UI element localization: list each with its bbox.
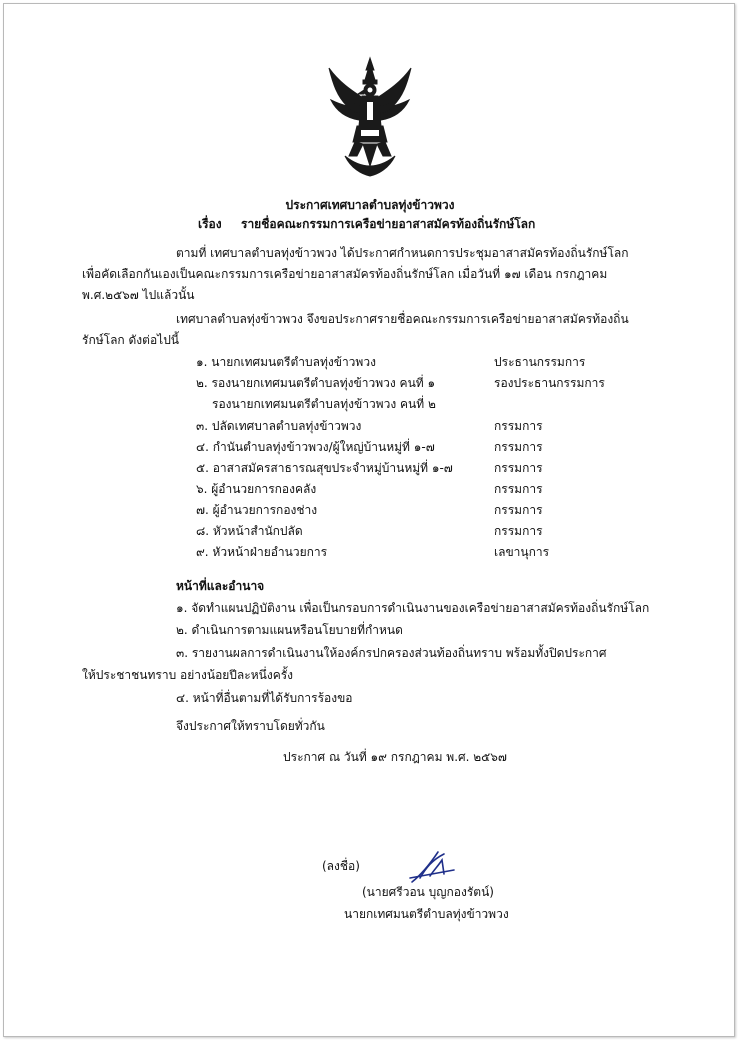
signature-label: (ลงชื่อ) — [322, 859, 360, 873]
committee-member-name: ๑. นายกเทศมนตรีตำบลทุ่งข้าวพวง — [196, 355, 376, 369]
paragraph-2-line-1: เทศบาลตำบลทุ่งข้าวพวง จึงขอประกาศรายชื่อคณะกรรมการเครือข่ายอาสาสมัครท้องถิ่น — [176, 312, 629, 326]
committee-member-name: ๙. หัวหน้าฝ่ายอำนวยการ — [196, 545, 328, 559]
committee-member-name: ๓. ปลัดเทศบาลตำบลทุ่งข้าวพวง — [196, 419, 362, 433]
signature-icon — [408, 848, 456, 888]
duty-item-continuation: ให้ประชาชนทราบ อย่างน้อยปีละหนึ่งครั้ง — [82, 668, 294, 682]
duty-item: ๔. หน้าที่อื่นตามที่ได้รับการร้องขอ — [176, 691, 353, 705]
closing-text: จึงประกาศให้ทราบโดยทั่วกัน — [176, 719, 325, 733]
committee-member-role: กรรมการ — [494, 503, 543, 517]
committee-member-name: ๖. ผู้อำนวยการกองคลัง — [196, 482, 317, 496]
garuda-emblem-icon — [325, 56, 415, 180]
committee-member-name: ๗. ผู้อำนวยการกองช่าง — [196, 503, 318, 517]
subject-text: รายชื่อคณะกรรมการเครือข่ายอาสาสมัครท้องถิ่นรักษ์โลก — [241, 217, 536, 231]
committee-member-role: เลขานุการ — [494, 545, 550, 559]
signer-position: นายกเทศมนตรีตำบลทุ่งข้าวพวง — [344, 907, 509, 921]
committee-member-name: ๔. กำนันตำบลทุ่งข้าวพวง/ผู้ใหญ่บ้านหมู่ที่ ๑-๗ — [196, 440, 435, 454]
page-title: ประกาศเทศบาลตำบลทุ่งข้าวพวง — [285, 198, 455, 212]
committee-member-role: กรรมการ — [494, 419, 543, 433]
announcement-date: ประกาศ ณ วันที่ ๑๙ กรกฎาคม พ.ศ. ๒๕๖๗ — [283, 750, 507, 764]
committee-member-name: รองนายกเทศมนตรีตำบลทุ่งข้าวพวง คนที่ ๒ — [212, 397, 436, 411]
committee-member-role: กรรมการ — [494, 461, 543, 475]
paragraph-1-line-1: ตามที่ เทศบาลตำบลทุ่งข้าวพวง ได้ประกาศกำหนดการประชุมอาสาสมัครท้องถิ่นรักษ์โลก — [176, 246, 629, 260]
committee-member-role: กรรมการ — [494, 524, 543, 538]
committee-member-role: รองประธานกรรมการ — [494, 376, 605, 390]
committee-member-role: ประธานกรรมการ — [494, 355, 586, 369]
duties-heading: หน้าที่และอำนาจ — [176, 579, 265, 593]
signer-name: (นายศรีวอน บุญกองรัตน์) — [362, 885, 494, 899]
paragraph-1-line-2: เพื่อคัดเลือกกันเองเป็นคณะกรรมการเครือข่ายอาสาสมัครท้องถิ่นรักษ์โลก เมื่อวันที่ ๑๗ เดือน กรกฎาคม — [82, 267, 608, 281]
subject-label: เรื่อง — [198, 217, 222, 231]
committee-member-role: กรรมการ — [494, 482, 543, 496]
paragraph-2-line-2: รักษ์โลก ดังต่อไปนี้ — [82, 333, 180, 347]
committee-member-name: ๕. อาสาสมัครสาธารณสุขประจำหมู่บ้านหมู่ที่ ๑-๗ — [196, 461, 453, 475]
committee-member-name: ๘. หัวหน้าสำนักปลัด — [196, 524, 303, 538]
paragraph-1-line-3: พ.ศ.๒๕๖๗ ไปแล้วนั้น — [82, 288, 195, 302]
committee-member-role: กรรมการ — [494, 440, 543, 454]
duty-item: ๑. จัดทำแผนปฏิบัติงาน เพื่อเป็นกรอบการดำเนินงานของเครือข่ายอาสาสมัครท้องถิ่นรักษ์โลก — [176, 601, 650, 615]
duty-item: ๓. รายงานผลการดำเนินงานให้องค์กรปกครองส่วนท้องถิ่นทราบ พร้อมทั้งปิดประกาศ — [176, 646, 607, 660]
duty-item: ๒. ดำเนินการตามแผนหรือนโยบายที่กำหนด — [176, 623, 403, 637]
committee-member-name: ๒. รองนายกเทศมนตรีตำบลทุ่งข้าวพวง คนที่ ๑ — [196, 376, 436, 390]
